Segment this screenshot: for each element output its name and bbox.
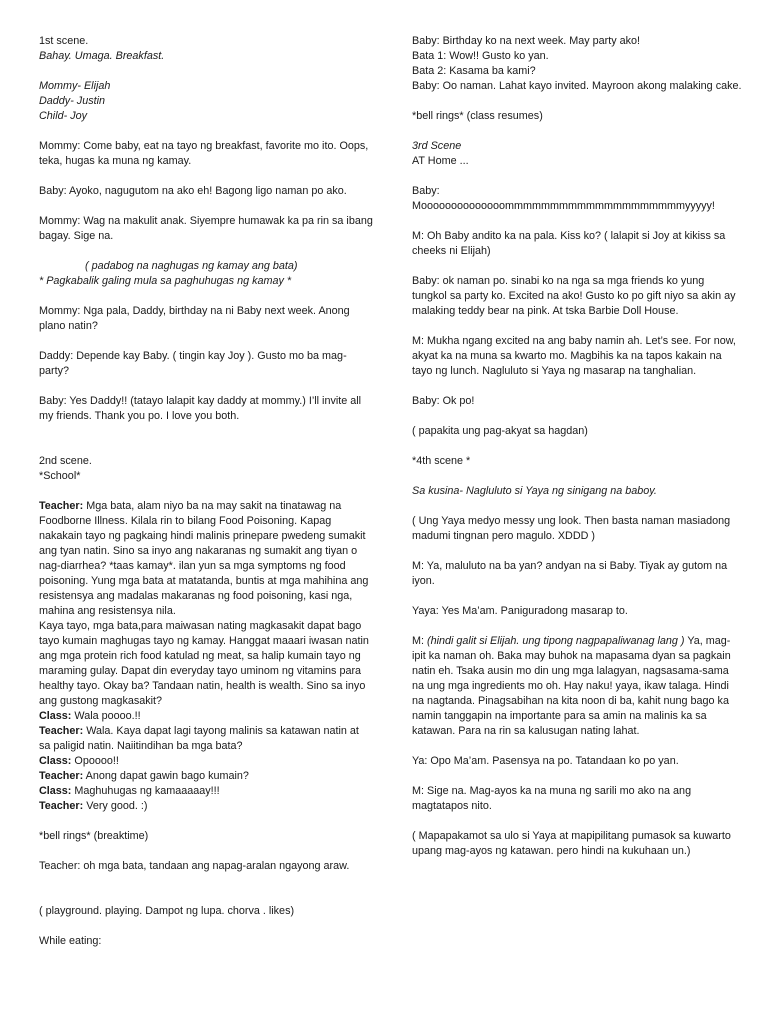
class-dialog-line [39, 784, 373, 799]
dialog-yaya-1: Yaya: Yes Ma’am. Paniguradong masarap to. [412, 605, 628, 617]
dialog-baby-mommy-call: Baby: Moooooooooooooommmmmmmmmmmmmmmmmmmmyyyyy! [412, 185, 715, 212]
teacher-lecture [39, 499, 373, 709]
while-eating: While eating: [39, 935, 102, 947]
dialog-baby-4: Baby: Ok po! [412, 395, 475, 407]
teacher-lecture-text: Mga bata, alam niyo ba na may sakit na tinatawag na Foodborne Illness. Kilala rin to bilang Food Poisoning. Kapag nakakain tayo ng pagkaing hindi malinis prinepare pwedeng sumakit ang tyan natin. Sino sa inyo ang nakaranas ng sumakit ang tiyan o nag-diarrhea? *taas kamay*. ilan yun sa mga symptoms ng food poisoning. Yung mga bata at matatanda, buntis at mga mahihina ang resistensya ang madalas makaranas ng food poisoning, kasi nga, mahina ang resistensya nila. Kaya tayo, mga bata,para maiwasan nating magkasakit dapat bago tayo kumain maghugas tayo ng kamay. Hanggat maaari iwasan natin ang mga protein rich food katulad ng meat, sa halip kumain tayo ng maraming gulay. Dapat din everyday tayo uminom ng vitamins para healthy tayo. Okay ba? Tandaan natin, health is wealth. Sino sa inyo ang gustong magkasakit? [39, 500, 369, 707]
speaker-label: Class: [39, 785, 72, 797]
speaker-label: Teacher: [39, 500, 84, 512]
speaker-label: Teacher: [39, 725, 84, 737]
scene3-setting: AT Home ... [412, 155, 469, 167]
dialog-mommy-2: Mommy: Wag na makulit anak. Siyempre humawak ka pa rin sa ibang bagay. Sige na. [39, 215, 373, 242]
dialog-text: Opoooo!! [71, 755, 119, 767]
dialog-text: Wala poooo.!! [71, 710, 141, 722]
dialog-baby-1: Baby: Ayoko, nagugutom na ako eh! Bagong ligo naman po ako. [39, 185, 347, 197]
dialog-m-3: M: Ya, maluluto na ba yan? andyan na si Baby. Tiyak ay gutom na iyon. [412, 560, 728, 587]
dialog-daddy-1: Daddy: Depende kay Baby. ( tingin kay Joy ). Gusto mo ba mag-party? [39, 350, 347, 377]
stage-direction-2: * Pagkabalik galing mula sa paghuhugas ng kamay * [39, 275, 292, 287]
right-column [412, 34, 742, 859]
class-dialog-line [39, 709, 373, 724]
dialog-m-2: M: Mukha ngang excited na ang baby namin ah. Let’s see. For now, akyat ka na muna sa kwarto mo. Magbihis ka na tapos kakain na tayo ng lunch. Nagluluto si Yaya ng masarap na tanghalian. [412, 335, 736, 377]
bell-breaktime: *bell rings* (breaktime) [39, 830, 149, 842]
speaker-label: Class: [39, 710, 72, 722]
stage-direction-playground: ( playground. playing. Dampot ng lupa. chorva . likes) [39, 905, 295, 917]
dialog-text: Wala. Kaya dapat lagi tayong malinis sa katawan natin at sa paligid natin. Naiitindihan ba mga bata? [39, 725, 359, 752]
cast-mommy: Mommy- Elijah [39, 80, 111, 92]
cast-child: Child- Joy [39, 110, 88, 122]
speaker-label: Teacher: [39, 770, 84, 782]
dialog-m-1: M: Oh Baby andito ka na pala. Kiss ko? ( lalapit si Joy at kikiss sa cheeks ni Elijah) [412, 230, 726, 257]
stage-direction-final: ( Mapapakamot sa ulo si Yaya at mapipilitang pumasok sa kuwarto upang mag-ayos ng katawan. pero hindi na kukuhaan un.) [412, 830, 731, 857]
class-dialog-line [39, 799, 373, 814]
class-dialog-line [39, 769, 373, 784]
scene4-title: *4th scene * [412, 455, 471, 467]
stage-direction-inline: (hindi galit si Elijah. ung tipong nagpapaliwanag lang ) [427, 635, 685, 647]
class-dialog-line [39, 754, 373, 769]
scene1-title: 1st scene. [39, 35, 89, 47]
dialog-yaya-2: Ya: Opo Ma’am. Pasensya na po. Tatandaan ko po yan. [412, 755, 679, 767]
stage-direction-stairs: ( papakita ung pag-akyat sa hagdan) [412, 425, 588, 437]
dialog-teacher-closing: Teacher: oh mga bata, tandaan ang napag-aralan ngayong araw. [39, 860, 350, 872]
party-dialog: Baby: Birthday ko na next week. May party ako! Bata 1: Wow!! Gusto ko yan. Bata 2: Kasama ba kami? Baby: Oo naman. Lahat kayo invited. Mayroon akong malaking cake. [412, 35, 742, 92]
left-column [39, 34, 373, 949]
scene2-setting: *School* [39, 470, 81, 482]
dialog-text: Very good. :) [83, 800, 148, 812]
dialog-baby-2: Baby: Yes Daddy!! (tatayo lalapit kay daddy at mommy.) I’ll invite all my friends. Thank you po. I love you both. [39, 395, 362, 422]
dialog-mommy-3: Mommy: Nga pala, Daddy, birthday na ni Baby next week. Anong plano natin? [39, 305, 350, 332]
class-dialog-line [39, 724, 373, 754]
dialog-text: Maghuhugas ng kamaaaaay!!! [71, 785, 220, 797]
scene2-title: 2nd scene. [39, 455, 92, 467]
dialog-mommy-1: Mommy: Come baby, eat na tayo ng breakfast, favorite mo ito. Oops, teka, hugas ka muna ng kamay. [39, 140, 369, 167]
stage-direction-1: ( padabog na naghugas ng kamay ang bata) [85, 260, 298, 272]
stage-direction-yaya: ( Ung Yaya medyo messy ung look. Then basta naman masiadong madumi tingnan pero magulo. XDDD ) [412, 515, 731, 542]
dialog-m-4 [412, 634, 742, 739]
scene4-setting: Sa kusina- Nagluluto si Yaya ng sinigang na baboy. [412, 485, 657, 497]
speaker-label: Class: [39, 755, 72, 767]
cast-daddy: Daddy- Justin [39, 95, 106, 107]
dialog-m-5: M: Sige na. Mag-ayos ka na muna ng sarili mo ako na ang magtatapos nito. [412, 785, 692, 812]
scene1-setting: Bahay. Umaga. Breakfast. [39, 50, 165, 62]
dialog-text: Ya, mag-ipit ka naman oh. Baka may buhok na mapasama dyan sa pagkain natin eh. Tsaka ausin mo din ung mga lalagyan, nagsasama-sama na ung mga ingredients mo oh. Hay naku! yaya, ikaw talaga. Hindi na nagtanda. Pinagsabihan na kita noon di ba, kahit nung bago ka namin tanggapin na importante para sa amin na malinis ka sa katawan. Para na rin sa kalusugan nating lahat. [412, 635, 731, 737]
bell-class-resumes: *bell rings* (class resumes) [412, 110, 543, 122]
scene3-title: 3rd Scene [412, 140, 462, 152]
speaker-label: Teacher: [39, 800, 84, 812]
dialog-baby-3: Baby: ok naman po. sinabi ko na nga sa mga friends ko yung tungkol sa party ko. Excited na ako! Gusto ko po gift niyo sa akin ay malaking teddy bear na pink. At tska Barbie Doll House. [412, 275, 736, 317]
speaker-label: M: [412, 635, 427, 647]
dialog-text: Anong dapat gawin bago kumain? [83, 770, 249, 782]
